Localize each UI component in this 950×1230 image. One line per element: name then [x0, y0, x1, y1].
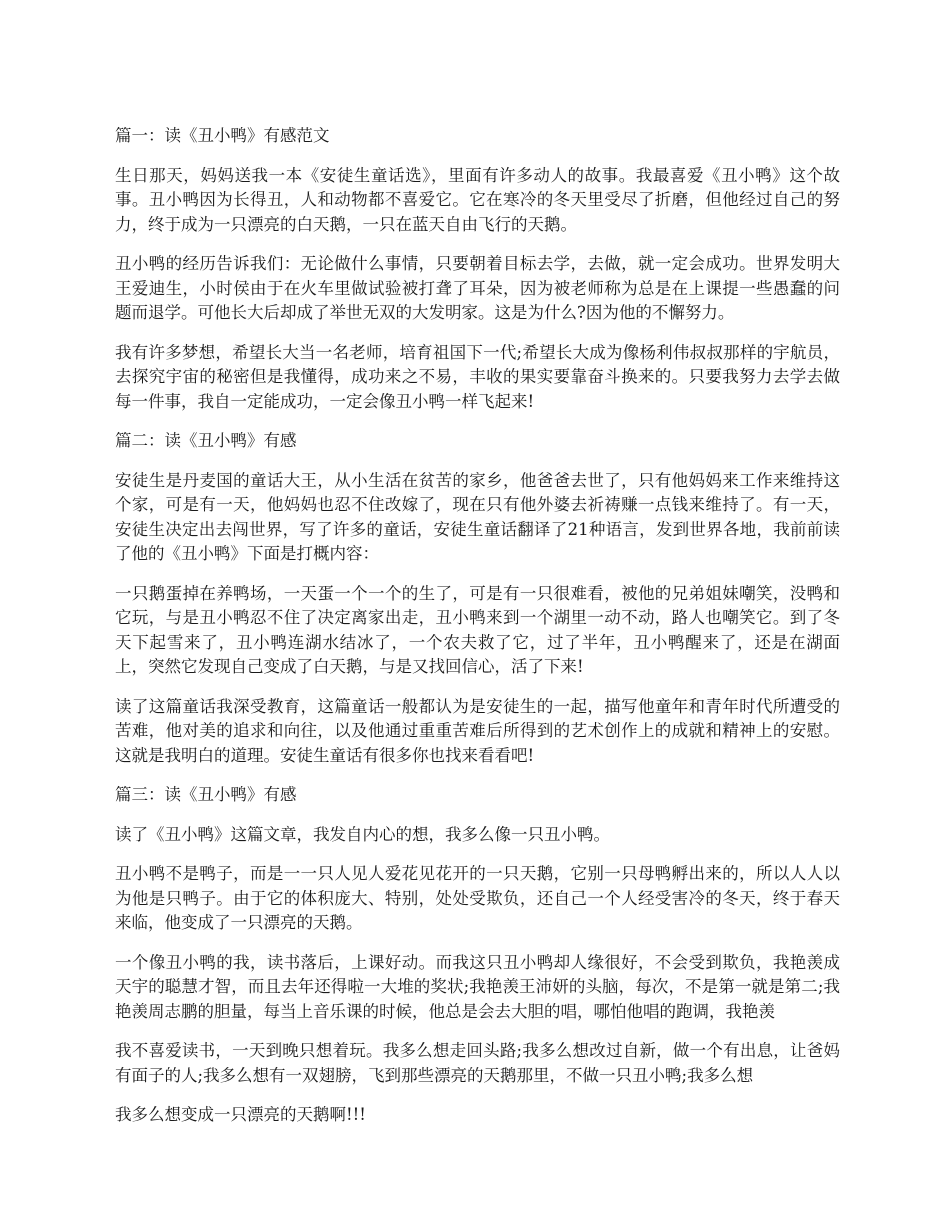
- section-heading: 篇二：读《丑小鸭》有感: [115, 431, 297, 450]
- paragraph: 一只鹅蛋掉在养鸭场，一天蛋一个一个的生了，可是有一只很难看，被他的兄弟姐妹嘲笑，没鸭和它玩，与是丑小鸭忍不住了决定离家出走，丑小鸭来到一个湖里一动不动，路人也嘲笑它。到了冬天下起雪来了，丑小鸭连湖水结冰了，一个农夫救了它，过了半年，丑小鸭醒来了，还是在湖面上，突然它发现自己变成了白天鹅，与是又找回信心，活了下来!: [115, 583, 840, 676]
- section-heading: 篇三：读《丑小鸭》有感: [115, 785, 297, 804]
- paragraph: 我多么想变成一只漂亮的天鹅啊!!!: [115, 1105, 366, 1124]
- section-heading: 篇一：读《丑小鸭》有感范文: [115, 126, 330, 145]
- section-3: [115, 783, 840, 1128]
- paragraph: 一个像丑小鸭的我，读书落后，上课好动。而我这只丑小鸭却人缘很好，不会受到欺负，我艳羡成天宇的聪慧才智，而且去年还得啦一大堆的奖状;我艳羡王沛妍的头脑，每次，不是第一就是第二;我艳羡周志鹏的胆量，每当上音乐课的时候，他总是会去大胆的唱，哪怕他唱的跑调，我艳羡: [115, 952, 840, 1021]
- paragraph: 丑小鸭的经历告诉我们：无论做什么事情，只要朝着目标去学，去做，就一定会成功。世界发明大王爱迪生，小时侯由于在火车里做试验被打聋了耳朵，因为被老师称为总是在上课提一些愚蠢的问题而退学。可他长大后却成了举世无双的大发明家。这是为什么?因为他的不懈努力。: [115, 254, 840, 322]
- paragraph: 我有许多梦想，希望长大当一名老师，培育祖国下一代;希望长大成为像杨利伟叔叔那样的宇航员，去探究宇宙的秘密但是我懂得，成功来之不易，丰收的果实要靠奋斗换来的。只要我努力去学去做每一件事，我自一定能成功，一定会像丑小鸭一样飞起来!: [115, 342, 840, 411]
- paragraph: 我不喜爱读书，一天到晚只想着玩。我多么想走回头路;我多么想改过自新，做一个有出息，让爸妈有面子的人;我多么想有一双翅膀，飞到那些漂亮的天鹅那里，不做一只丑小鸭;我多么想: [115, 1041, 840, 1085]
- paragraph: 丑小鸭不是鸭子，而是一一只人见人爱花见花开的一只天鹅，它别一只母鸭孵出来的，所以人人以为他是只鸭子。由于它的体积庞大、特别，处处受欺负，还自己一个人经受害冷的冬天，终于春天来临，他变成了一只漂亮的天鹅。: [115, 864, 840, 932]
- section-1: [115, 124, 840, 414]
- paragraph: 读了《丑小鸭》这篇文章，我发自内心的想，我多么像一只丑小鸭。: [115, 824, 610, 844]
- document-page: [115, 124, 840, 1143]
- paragraph: 读了这篇童话我深受教育，这篇童话一般都认为是安徒生的一起，描写他童年和青年时代所遭受的苦难，他对美的追求和向往，以及他通过重重苦难后所得到的艺术创作上的成就和精神上的安慰。这就是我明白的道理。安徒生童话有很多你也找来看看吧!: [115, 696, 840, 765]
- paragraph: 生日那天，妈妈送我一本《安徒生童话选》，里面有许多动人的故事。我最喜爱《丑小鸭》这个故事。丑小鸭因为长得丑，人和动物都不喜爱它。它在寒冷的冬天里受尽了折磨，但他经过自己的努力，终于成为一只漂亮的白天鹅，一只在蓝天自由飞行的天鹅。: [115, 165, 840, 234]
- section-2: [115, 429, 840, 768]
- paragraph: 安徒生是丹麦国的童话大王，从小生活在贫苦的家乡，他爸爸去世了，只有他妈妈来工作来维持这个家，可是有一天，他妈妈也忍不住改嫁了，现在只有他外婆去祈祷赚一点钱来维持了。有一天，安徒生决定出去闯世界，写了许多的童话，安徒生童话翻译了21种语言，发到世界各地，我前前读了他的《丑小鸭》下面是打概内容：: [115, 470, 840, 563]
